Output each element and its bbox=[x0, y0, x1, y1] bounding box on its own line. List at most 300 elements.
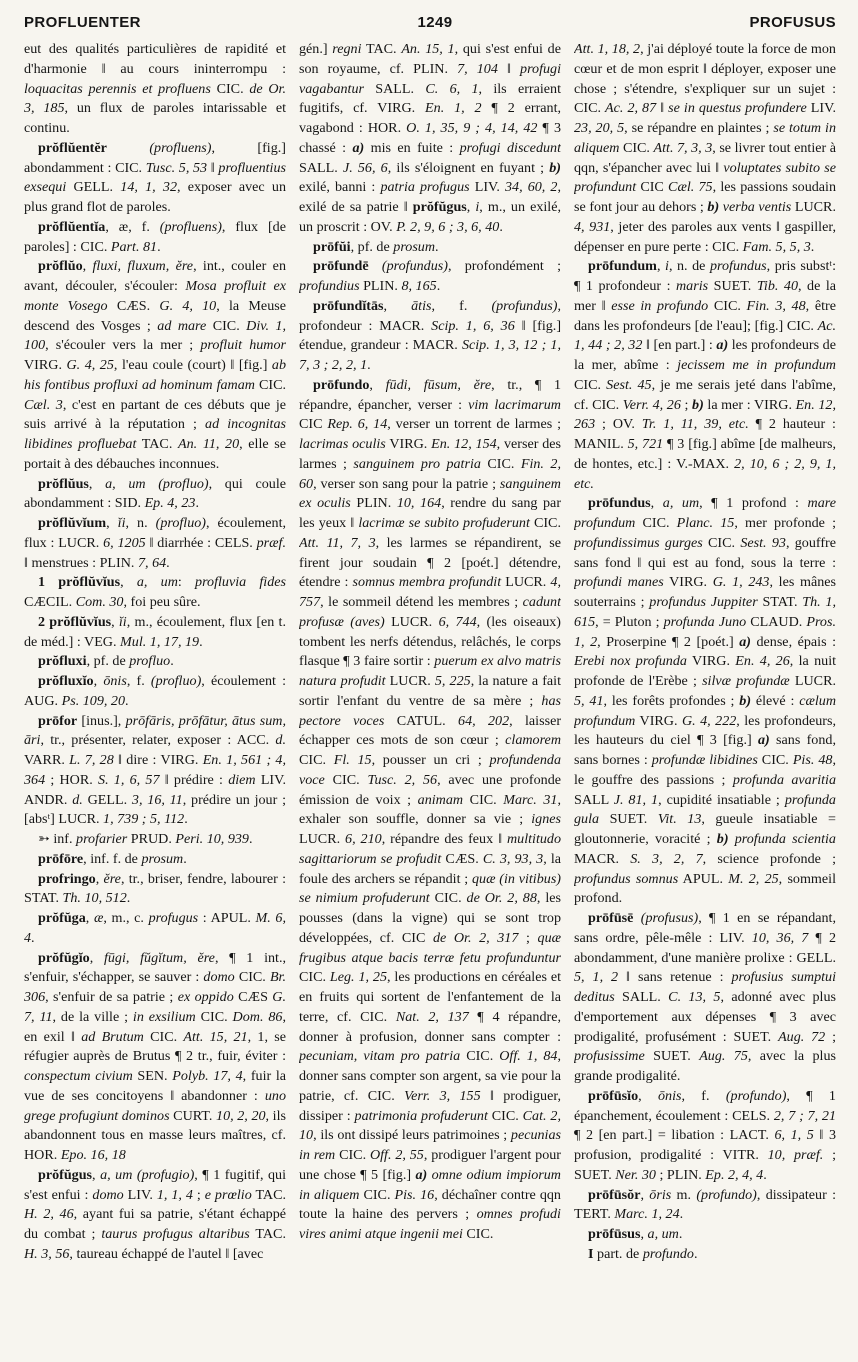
italic-text: diem bbox=[228, 771, 256, 788]
italic-text: i bbox=[665, 258, 669, 275]
definition-text: , le sommeil détend les membres ; bbox=[320, 594, 523, 610]
headword: prŏflŭentĕr bbox=[38, 139, 107, 156]
definition-text: , qui s'est enfui de son royaume, cf. PLIN. bbox=[299, 41, 561, 77]
definition-text: , profondeur : MACR. bbox=[299, 297, 561, 334]
italic-text: Rep. 6, 14 bbox=[327, 416, 388, 433]
italic-text: En. 4, 26 bbox=[735, 653, 790, 670]
definition-text: , la foule des archers se répandit ; bbox=[299, 850, 561, 887]
italic-text: Aug. 72 bbox=[778, 1028, 826, 1045]
definition-text bbox=[633, 910, 640, 926]
italic-text: animam bbox=[417, 791, 464, 808]
definition-text: les profondeurs de la mer, abîme : bbox=[574, 337, 836, 373]
definition-text: , les pousses (dans la vigne) qui se sont trop développées, cf. CIC bbox=[299, 890, 561, 946]
definition-text: CIC. bbox=[619, 139, 654, 156]
headword: prŏfŭgĭo bbox=[38, 949, 90, 966]
definition-text: , sommeil profond. bbox=[574, 870, 836, 907]
definition-text: CÆS. bbox=[107, 297, 160, 314]
italic-text: profusius sumptui deditus bbox=[574, 969, 836, 1005]
italic-text: in exsilium bbox=[132, 1008, 196, 1025]
italic-text: profundo bbox=[642, 1245, 694, 1262]
headword: prŏfluxi bbox=[38, 653, 87, 670]
italic-text: O. 1, 35, 9 ; 4, 14, 42 bbox=[406, 120, 538, 136]
italic-text: M. 2, 25 bbox=[728, 870, 779, 887]
italic-text: G. 4, 10 bbox=[159, 297, 217, 314]
definition-text: , bbox=[85, 910, 94, 926]
headword: prŏfŭgus bbox=[412, 199, 467, 215]
italic-text: ex oppido bbox=[177, 989, 234, 1005]
headword: prŏflŭo bbox=[38, 258, 83, 275]
definition-text: gén.] bbox=[299, 41, 333, 57]
definition-text: . bbox=[195, 495, 199, 512]
definition-text: CIC. bbox=[206, 317, 247, 334]
italic-text: L. 7, 28 bbox=[69, 752, 114, 768]
definition-text: . bbox=[248, 831, 253, 847]
definition-text: ‖ [fig.] étendue, grandeur : MACR. bbox=[299, 317, 561, 354]
italic-text: a) bbox=[739, 633, 751, 650]
italic-text: profusissime bbox=[574, 1048, 645, 1065]
italic-text: sanguinem pro patria bbox=[353, 455, 481, 472]
definition-text: CIC. bbox=[429, 890, 467, 907]
definition-text: LUCR. bbox=[385, 673, 435, 689]
headword: prōfūsē bbox=[588, 910, 634, 926]
italic-text: pecunias in rem bbox=[299, 1127, 561, 1163]
definition-text: , se livrer tout entier à qqn, s'épancher avec lui ‖ bbox=[574, 139, 836, 176]
definition-text: , foi peu sûre. bbox=[123, 594, 201, 610]
dictionary-entry bbox=[24, 949, 286, 1166]
definition-text: ¶ 3 [fig.] abîme [de malheurs, de hontes, etc.] : V.-MAX. bbox=[574, 436, 836, 472]
dictionary-entry bbox=[24, 712, 286, 831]
definition-text: ¶ 3 chassé : bbox=[299, 120, 561, 156]
italic-text: i bbox=[475, 199, 480, 215]
definition-text: ➳ inf. bbox=[38, 831, 77, 847]
italic-text: 6, 1, 5 bbox=[774, 1127, 814, 1144]
definition-text: , [fig.] abondamment : CIC. bbox=[24, 139, 286, 176]
italic-text: esse in profundo bbox=[611, 297, 709, 314]
definition-text: ‖ diarrhée : CELS. bbox=[145, 534, 257, 551]
definition-text: SUET. bbox=[644, 1048, 700, 1065]
definition-text: part. de bbox=[593, 1245, 643, 1262]
italic-text: multitudo sagittariorum se profudit bbox=[299, 831, 561, 867]
headword: prŏfluxĭo bbox=[38, 673, 94, 689]
definition-text: CIC. bbox=[635, 515, 677, 531]
italic-text: Dom. 86 bbox=[232, 1008, 283, 1025]
headword: prōfundē bbox=[313, 258, 369, 275]
italic-text: Att. 1, 18, 2 bbox=[574, 41, 641, 57]
definition-text: . bbox=[183, 850, 187, 867]
definition-text: ‖ sans retenue : bbox=[618, 969, 732, 986]
definition-text: , ¶ 1 en se répandant, sans ordre, pêle-mêle : LIV. bbox=[574, 910, 836, 946]
italic-text: En. 12, 154 bbox=[431, 436, 497, 452]
italic-text: fūdi, fūsum, ĕre bbox=[385, 376, 492, 393]
italic-text: loquacitas perennis et profluens bbox=[24, 80, 211, 97]
italic-text: Ep. 2, 4, 4 bbox=[705, 1166, 764, 1183]
italic-text: verba ventis bbox=[722, 199, 792, 215]
italic-text: Ac. 2, 87 bbox=[605, 100, 657, 117]
italic-text: 5, 41 bbox=[574, 692, 604, 709]
definition-text: PLIN. bbox=[359, 278, 402, 294]
definition-text: , déchaîner contre qqn toute la haine des pervers ; bbox=[299, 1186, 561, 1223]
definition-text: CIC. bbox=[574, 376, 607, 393]
definition-text: : bbox=[177, 574, 196, 591]
definition-text: , verser un torrent de larmes ; bbox=[387, 416, 561, 433]
definition-text: ; SUET. bbox=[574, 1147, 836, 1183]
italic-text: 2, 10, 6 ; 2, 9, 1, etc. bbox=[574, 455, 836, 492]
definition-text: , bbox=[640, 1186, 650, 1203]
italic-text: Th. 1, 615 bbox=[574, 594, 836, 630]
definition-text: , bbox=[88, 475, 106, 492]
definition-text: . bbox=[678, 1226, 683, 1242]
definition-text: , dissipateur : TERT. bbox=[574, 1186, 836, 1223]
definition-text: , être dans les profondeurs [de l'eau]; [fig.] CIC. bbox=[574, 297, 836, 334]
definition-text: , f. bbox=[126, 673, 151, 689]
definition-text: , m., écoulement, flux [en t. de méd.] : VEG. bbox=[24, 613, 286, 650]
dictionary-entry bbox=[574, 1186, 836, 1226]
italic-text: 6, 744 bbox=[438, 613, 477, 630]
italic-text: Scip. 1, 3, 12 ; 1, 7, 3 ; 2, 2, 1 bbox=[299, 337, 561, 373]
definition-text: , ils abandonnent tous en masse leurs maîtres, cf. HOR. bbox=[24, 1107, 286, 1163]
dictionary-entry bbox=[24, 1166, 286, 1265]
definition-text: CIC. bbox=[324, 771, 368, 788]
italic-text: Pis. 16 bbox=[394, 1186, 435, 1203]
italic-text: patrimonia profuderunt bbox=[354, 1107, 488, 1124]
dictionary-entry bbox=[574, 494, 836, 909]
headword: prōfŭi bbox=[313, 238, 351, 255]
italic-text: cælum profundum bbox=[574, 692, 836, 729]
italic-text: 4, 757 bbox=[299, 574, 561, 610]
definition-text: . bbox=[170, 653, 174, 670]
dictionary-entry bbox=[574, 1087, 836, 1186]
headword: prŏfŭga bbox=[38, 910, 86, 926]
italic-text: profunda avaritia bbox=[732, 771, 836, 788]
definition-text: , écoulement : AUG. bbox=[24, 673, 286, 709]
definition-text: , se répandre en plaintes ; bbox=[624, 120, 774, 136]
definition-text: CIC. bbox=[254, 376, 286, 393]
definition-text: , ils s'éloignent en fuyant ; bbox=[387, 159, 550, 176]
italic-text: regni bbox=[332, 41, 362, 57]
definition-text: , ils ont dissipé leurs patrimoines ; bbox=[313, 1127, 511, 1144]
definition-text: ‖ bbox=[497, 60, 521, 77]
italic-text: Off. 2, 55 bbox=[369, 1147, 424, 1163]
definition-text: . bbox=[166, 554, 170, 571]
dictionary-entry bbox=[574, 909, 836, 1087]
definition-text: , bbox=[640, 1226, 648, 1242]
italic-text: Cæl. 75 bbox=[668, 179, 713, 196]
definition-text: , les passions soudain se font jour au dehors ; bbox=[574, 179, 836, 215]
definition-text: CÆS. bbox=[441, 850, 483, 867]
definition-text: CIC. bbox=[757, 752, 793, 768]
italic-text: quæ frugibus atque bacis terræ fetu profunduntur bbox=[299, 929, 561, 966]
definition-text: , l'eau coule (court) ‖ [fig.] bbox=[113, 357, 272, 373]
italic-text: profugi vagabantur bbox=[299, 60, 561, 97]
definition-text: , j'ai déployé toute la force de mon cœur et de mon esprit ‖ déployer, exposer une chose ; s'étendre, s'expliquer sur un sujet : CIC. bbox=[574, 41, 836, 117]
italic-text: (profluens) bbox=[149, 139, 212, 156]
definition-text: ‖ menstrues : PLIN. bbox=[24, 554, 138, 571]
italic-text: 64, 202 bbox=[458, 712, 510, 729]
italic-text: 10, 164 bbox=[396, 495, 442, 512]
italic-text: prosum bbox=[141, 850, 184, 867]
italic-text: An. 15, 1 bbox=[401, 41, 455, 57]
italic-text: se totum in aliquem bbox=[574, 120, 836, 156]
italic-text: a, um (profluo) bbox=[105, 475, 209, 492]
definition-text: , prédire un jour ; [absᵗ] LUCR. bbox=[24, 791, 286, 828]
italic-text: 10, 36, 7 bbox=[751, 929, 809, 946]
dictionary-entry bbox=[24, 139, 286, 218]
italic-text: M. 6, 4 bbox=[24, 910, 286, 946]
definition-text bbox=[369, 258, 382, 274]
italic-text: Aug. 75 bbox=[699, 1048, 748, 1065]
definition-text: . bbox=[436, 278, 441, 294]
italic-text: profundæ libidines bbox=[651, 752, 758, 768]
definition-text: PLIN. bbox=[350, 495, 397, 512]
italic-text: a, um bbox=[136, 574, 178, 591]
italic-text: profundus Juppiter bbox=[649, 594, 758, 610]
headword: prōfūsĭo bbox=[588, 1087, 639, 1104]
italic-text: ad mare bbox=[157, 317, 207, 334]
italic-text: Polyb. 17, 4 bbox=[172, 1068, 243, 1084]
definition-text: , f. bbox=[681, 1087, 726, 1104]
headword: prōfōre bbox=[38, 850, 84, 867]
italic-text: a) bbox=[352, 139, 365, 156]
italic-text: Fam. 5, 5, 3 bbox=[742, 238, 811, 255]
italic-text: Div. 1, 100 bbox=[24, 317, 286, 354]
italic-text: (profundus) bbox=[381, 258, 448, 275]
dictionary-entry bbox=[24, 573, 286, 613]
italic-text: Att. 15, 21 bbox=[183, 1028, 248, 1045]
italic-text: d. bbox=[275, 732, 286, 749]
definition-text: , je me serais jeté dans l'abîme, cf. CIC. bbox=[574, 376, 836, 413]
definition-text: , jeter des paroles aux vents ‖ gaspiller, dépenser en pure perte : CIC. bbox=[574, 218, 836, 255]
definition-text: ¶ 2 hauteur : MANIL. bbox=[574, 416, 836, 452]
italic-text: a, um bbox=[662, 495, 700, 512]
italic-text: Nat. 2, 137 bbox=[395, 1008, 469, 1025]
definition-text: , ¶ 1 int., s'enfuir, s'échapper, se sauver : bbox=[24, 949, 286, 986]
definition-text: , 1, se réfugier auprès de Brutus ¶ 2 tr., fuir, éviter : bbox=[24, 1028, 286, 1065]
italic-text: H. 3, 56 bbox=[24, 1245, 70, 1262]
italic-text: ōnis bbox=[657, 1087, 682, 1104]
italic-text: J. 56, 6 bbox=[342, 159, 388, 176]
italic-text: 7, 64 bbox=[137, 554, 167, 571]
definition-text: , prodiguer l'argent pour une chose ¶ 5 [fig.] bbox=[299, 1147, 561, 1183]
italic-text: Pros. 1, 2 bbox=[574, 613, 836, 650]
definition-text: , bbox=[383, 297, 412, 314]
italic-text: d. bbox=[72, 791, 83, 808]
italic-text: 3, 16, 11 bbox=[131, 791, 183, 808]
definition-text: , elle se portait à des débauches inconnues. bbox=[24, 436, 286, 472]
definition-text: ¶ 4 répandre, donner à profusion, donner sans compter : bbox=[299, 1008, 561, 1045]
italic-text: 23, 20, 5 bbox=[574, 120, 625, 136]
italic-text: b) bbox=[739, 692, 752, 709]
italic-text: Planc. 15 bbox=[676, 515, 735, 531]
definition-text: dense, épais : bbox=[750, 633, 836, 650]
definition-text: CIC. bbox=[234, 969, 270, 986]
definition-text: exilé, banni : bbox=[299, 179, 381, 196]
definition-text: , les forêts profondes ; bbox=[603, 692, 740, 709]
dictionary-entry bbox=[24, 514, 286, 573]
definition-text: , de la ville ; bbox=[52, 1008, 133, 1025]
definition-text: m. bbox=[671, 1186, 697, 1203]
headword: I bbox=[588, 1245, 594, 1262]
italic-text: 8, 165 bbox=[401, 278, 437, 294]
italic-text: G. 1, 243 bbox=[712, 574, 770, 591]
italic-text: a) bbox=[757, 732, 770, 749]
definition-text: , répandre des feux ‖ bbox=[381, 831, 507, 847]
definition-text: SALL. bbox=[299, 159, 343, 176]
definition-text: , bbox=[93, 673, 104, 689]
dictionary-column-1 bbox=[24, 40, 286, 1350]
definition-text: CIC. bbox=[195, 1008, 233, 1025]
definition-text: , fuir la vue de ses concitoyens ‖ abandonner : bbox=[24, 1068, 286, 1104]
italic-text: prōfāris, prōfātur, ātus sum, āri bbox=[24, 712, 286, 749]
italic-text: ĭi bbox=[118, 613, 127, 630]
definition-text: ¶ 2 errant, vagabond : HOR. bbox=[299, 100, 561, 136]
definition-text: CIC. bbox=[462, 1226, 494, 1242]
italic-text: (profluens) bbox=[159, 218, 222, 235]
italic-text: 14, 1, 32 bbox=[120, 179, 178, 196]
italic-text: profluit humor bbox=[200, 337, 286, 354]
italic-text: Pis. 48 bbox=[792, 752, 833, 768]
definition-text: , n. bbox=[125, 515, 156, 531]
italic-text: profunda gula bbox=[574, 791, 836, 828]
definition-text: , avec une profonde émission de voix ; bbox=[299, 771, 561, 808]
definition-text: , inf. f. de bbox=[83, 850, 142, 867]
definition-text: . bbox=[125, 692, 129, 709]
definition-text: SALL. bbox=[363, 80, 426, 97]
italic-text: Tusc. 2, 56 bbox=[367, 771, 438, 788]
definition-text: , les mânes souterrains ; bbox=[574, 574, 836, 610]
definition-text: , science profonde ; bbox=[702, 850, 836, 867]
headword: prŏflŭentĭa bbox=[38, 218, 106, 235]
definition-text: LUCR. bbox=[501, 574, 551, 591]
definition-text: sans fond, sans bornes : bbox=[574, 732, 836, 768]
definition-text: ; bbox=[680, 396, 693, 413]
italic-text: ĕre bbox=[103, 870, 121, 887]
italic-text: cadunt profusæ (aves) bbox=[299, 594, 561, 630]
definition-text: CIC. bbox=[359, 1186, 395, 1203]
definition-text: LIV. bbox=[806, 100, 836, 117]
dictionary-entry bbox=[24, 257, 286, 474]
definition-text: , bbox=[369, 376, 386, 393]
italic-text: silvæ profundæ bbox=[702, 673, 790, 689]
italic-text: Th. 10, 512 bbox=[62, 890, 127, 907]
italic-text: 6, 210 bbox=[345, 831, 382, 847]
definition-text: CIC. bbox=[708, 297, 747, 314]
italic-text: lacrimæ se subito profuderunt bbox=[358, 515, 530, 531]
definition-text: , la Meuse descend des Vosges ; bbox=[24, 297, 286, 334]
definition-text: , la nuit profonde de l'Erèbe ; bbox=[574, 653, 836, 689]
italic-text: 1, 1, 4 bbox=[156, 1186, 193, 1203]
definition-text: , les productions en céréales et en fruits qui sortent de l'enfantement de la terre, cf. CIC. bbox=[299, 969, 561, 1025]
definition-text: , (les oiseaux) tombent les nerfs détendus, relâchés, le corps flasque ¶ 3 faire sortir : bbox=[299, 613, 561, 670]
definition-text: , le gouffre des passions ; bbox=[574, 752, 836, 788]
definition-text: GELL. bbox=[66, 179, 121, 196]
definition-text: VIRG. bbox=[385, 436, 432, 452]
definition-text: . bbox=[499, 218, 503, 235]
italic-text: G. 7, 11 bbox=[24, 989, 286, 1025]
italic-text: ōris bbox=[649, 1186, 672, 1203]
definition-text: , exhaler son souffle, donner sa vie ; bbox=[299, 791, 561, 828]
definition-text: , bbox=[120, 574, 137, 591]
dictionary-entry bbox=[24, 652, 286, 672]
headword: prōfundus bbox=[588, 495, 651, 512]
definition-text: . bbox=[763, 1166, 767, 1183]
italic-text: taurus profugus altaribus bbox=[101, 1226, 250, 1242]
definition-text: CIC. bbox=[299, 752, 334, 768]
definition-text: LUCR. bbox=[384, 613, 439, 630]
definition-text: . bbox=[435, 238, 439, 255]
italic-text: puerum ex alvo matris natura profudit bbox=[299, 653, 561, 689]
definition-text: , int., couler en avant, découler, s'écouler: bbox=[24, 258, 286, 294]
definition-text: SALL bbox=[574, 791, 614, 808]
italic-text: b) bbox=[716, 831, 729, 847]
definition-text: ; PLIN. bbox=[655, 1166, 706, 1183]
definition-text: , gueule insatiable = gloutonnerie, voracité ; bbox=[574, 811, 836, 847]
definition-text: CIC. bbox=[299, 969, 330, 986]
definition-text: , bbox=[82, 258, 93, 275]
italic-text: e prœlio bbox=[204, 1186, 252, 1203]
italic-text: lacrimas oculis bbox=[299, 436, 386, 452]
italic-text: Erebi nox profunda bbox=[574, 653, 687, 670]
definition-text: : APUL. bbox=[198, 910, 256, 926]
italic-text: a) bbox=[415, 1166, 428, 1183]
definition-text: ‖ prodiguer, dissiper : bbox=[299, 1087, 561, 1124]
italic-text: sanguinem ex oculis bbox=[299, 475, 561, 512]
entry-continuation bbox=[24, 40, 286, 139]
definition-text: , pris substᵗ: ¶ 1 profondeur : bbox=[574, 258, 836, 294]
definition-text: , écoulement, flux : LUCR. bbox=[24, 515, 286, 551]
definition-text: , bbox=[89, 949, 104, 966]
definition-text: ‖ dire : VIRG. bbox=[113, 752, 203, 768]
italic-text: æ bbox=[93, 910, 104, 926]
italic-text: profundenda voce bbox=[299, 752, 561, 788]
definition-text: ; bbox=[518, 929, 538, 946]
definition-text: , bbox=[92, 1166, 101, 1183]
definition-text: CLAUD. bbox=[746, 613, 807, 630]
italic-text: An. 11, 20 bbox=[178, 436, 240, 452]
definition-text: , gouffre sans fond ‖ qui est au fond, sous la terre : bbox=[574, 534, 836, 571]
dictionary-entry bbox=[24, 218, 286, 258]
definition-text: , un flux de paroles intarissable et continu. bbox=[24, 100, 286, 136]
definition-text bbox=[107, 140, 149, 156]
italic-text: domo bbox=[203, 969, 235, 986]
italic-text: mare profundum bbox=[574, 495, 836, 531]
italic-text: (profundo) bbox=[696, 1186, 757, 1203]
italic-text: C. 6, 1 bbox=[425, 80, 479, 97]
definition-text: , f. bbox=[431, 297, 492, 314]
italic-text: fluxi, fluxum, ĕre bbox=[92, 258, 194, 275]
definition-text: ‖ bbox=[656, 100, 669, 117]
italic-text: En. 12, 263 bbox=[574, 396, 836, 433]
definition-text: LIV. bbox=[469, 179, 505, 196]
definition-text: , bbox=[111, 613, 119, 630]
italic-text: pecuniam, vitam pro patria bbox=[299, 1048, 461, 1065]
italic-text: jecissem me in profundum bbox=[677, 357, 836, 373]
definition-text: LUCR. bbox=[789, 673, 836, 689]
definition-text: , bbox=[650, 495, 663, 512]
definition-text: , æ, f. bbox=[105, 218, 160, 235]
italic-text: Scip. 1, 6, 36 bbox=[431, 317, 515, 334]
entry-continuation bbox=[574, 40, 836, 257]
italic-text: En. 1, 2 bbox=[425, 100, 482, 117]
italic-text: ignes bbox=[531, 811, 561, 828]
italic-text: Verr. 3, 155 bbox=[404, 1087, 481, 1104]
definition-text: , taureau échappé de l'autel ‖ [avec bbox=[69, 1245, 264, 1262]
italic-text: profugi discedunt bbox=[459, 139, 561, 156]
definition-text: , s'enfuir de sa patrie ; bbox=[45, 989, 178, 1005]
definition-text: TAC. bbox=[249, 1226, 286, 1242]
definition-text: TAC. bbox=[136, 436, 178, 452]
definition-text: APUL. bbox=[678, 870, 729, 887]
italic-text: S. 3, 2, 7 bbox=[630, 850, 703, 867]
